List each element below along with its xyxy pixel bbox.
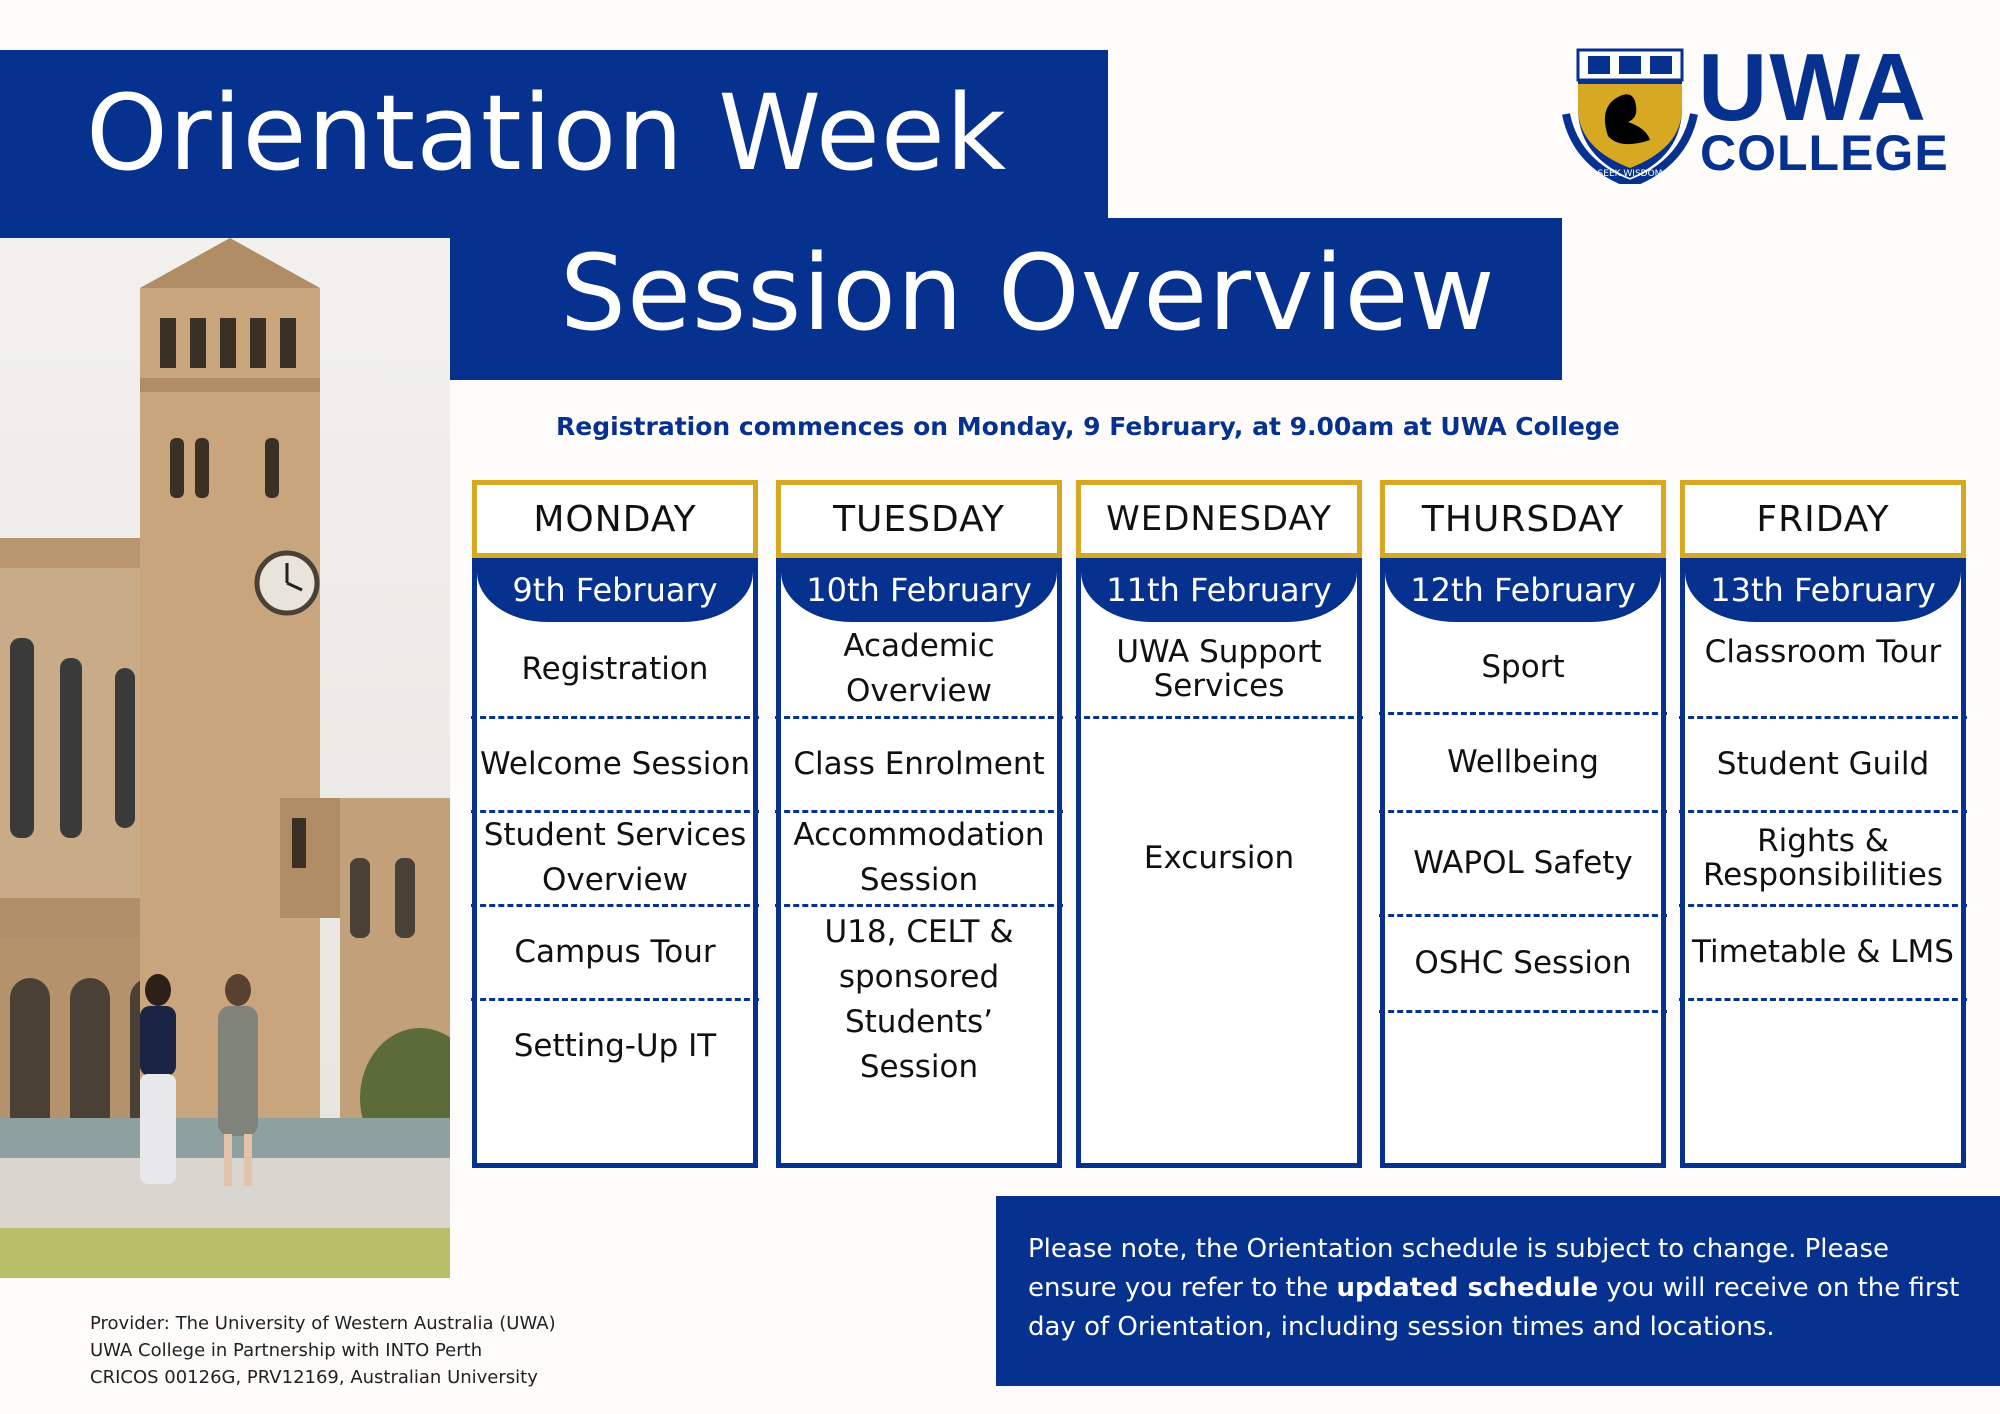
- footer-line: Provider: The University of Western Australia (UWA): [90, 1313, 556, 1334]
- session-item: Accommodation Session: [793, 817, 1045, 898]
- session-item: Sport: [1481, 648, 1565, 685]
- session-item: Setting-Up IT: [513, 1027, 717, 1064]
- day-sessions: [1380, 558, 1666, 1168]
- schedule-column-thursday: [1380, 480, 1666, 1168]
- session-item: U18, CELT & sponsored Students’ Session: [824, 914, 1014, 1085]
- day-sessions: [776, 558, 1062, 1168]
- day-heading: TUESDAY: [776, 480, 1062, 558]
- session-item: Rights & Responsibilities: [1703, 822, 1943, 893]
- registration-note: Registration commences on Monday, 9 February, at 9.00am at UWA College: [556, 412, 1620, 441]
- logo-motto: SEEK WISDOM: [1597, 169, 1663, 179]
- session-item: Student Services Overview: [483, 817, 747, 898]
- footer-line: UWA College in Partnership with INTO Perth: [90, 1340, 483, 1361]
- session-item: WAPOL Safety: [1413, 844, 1633, 881]
- session-item: Student Guild: [1716, 745, 1930, 782]
- footer-line: CRICOS 00126G, PRV12169, Australian University: [90, 1367, 538, 1388]
- schedule-column-tuesday: [776, 480, 1062, 1168]
- session-item: Classroom Tour: [1704, 633, 1942, 670]
- session-item: Class Enrolment: [793, 745, 1045, 782]
- logo-name-line2: COLLEGE: [1700, 125, 1949, 181]
- date-label: 10th February: [781, 558, 1057, 622]
- day-heading: WEDNESDAY: [1076, 480, 1362, 558]
- session-item: Welcome Session: [480, 745, 750, 782]
- session-item: Registration: [521, 650, 709, 687]
- notice-bold-text: updated schedule: [1336, 1273, 1599, 1303]
- schedule-column-friday: [1680, 480, 1966, 1168]
- session-item: UWA Support Services: [1116, 633, 1322, 704]
- day-sessions: [472, 558, 758, 1168]
- session-item: Wellbeing: [1447, 743, 1599, 780]
- day-sessions: [1680, 558, 1966, 1168]
- logo-name-line1: UWA: [1698, 34, 1928, 141]
- session-item: OSHC Session: [1414, 944, 1632, 981]
- session-item: Campus Tour: [514, 933, 716, 970]
- page-title-line1: Orientation Week: [86, 72, 1008, 194]
- notice-text-1: Please note, the Orientation schedule is subject to change. Please ensure you refer to the: [1028, 1234, 1889, 1303]
- provider-footer: [90, 1310, 556, 1391]
- date-label: 13th February: [1685, 558, 1961, 622]
- session-item: Excursion: [1143, 839, 1295, 876]
- page-title-line2: Session Overview: [560, 232, 1496, 354]
- day-heading: FRIDAY: [1680, 480, 1966, 558]
- session-item: Academic Overview: [843, 628, 995, 709]
- campus-photo: [0, 238, 450, 1278]
- notice-text-2: you will receive on the first day of Orientation, including session times and locations.: [1028, 1273, 1960, 1342]
- schedule-column-wednesday: [1076, 480, 1362, 1168]
- schedule-change-notice: [996, 1196, 2000, 1386]
- day-heading: THURSDAY: [1380, 480, 1666, 558]
- schedule-column-monday: [472, 480, 758, 1168]
- day-sessions: [1076, 558, 1362, 1168]
- day-heading: MONDAY: [472, 480, 758, 558]
- date-label: 12th February: [1385, 558, 1661, 622]
- date-label: 9th February: [477, 558, 753, 622]
- session-item: Timetable & LMS: [1692, 933, 1954, 970]
- date-label: 11th February: [1081, 558, 1357, 622]
